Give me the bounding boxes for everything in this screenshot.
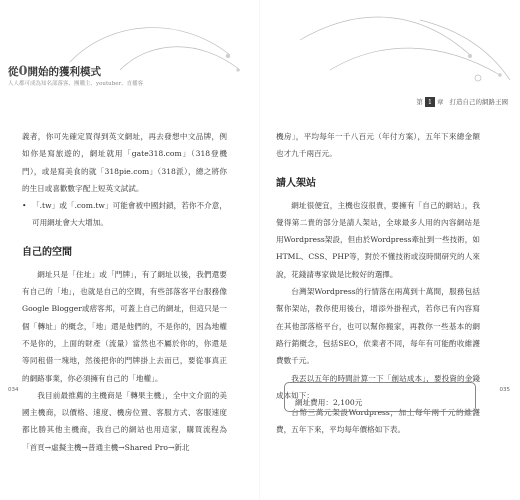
chapter-title: 打造自己的網路王國 — [449, 98, 508, 106]
book-gutter-shadow — [259, 0, 260, 500]
cost-label: 網址費用：2,100元 — [295, 398, 363, 407]
right-page-number: 035 — [499, 387, 510, 393]
left-page-body — [22, 128, 227, 456]
section-heading: 請人架站 — [276, 177, 316, 189]
cost-table-box — [284, 382, 476, 412]
bullet-item: • 「.tw」或「.com.tw」可能會被中國封鎖，若你不介意，可用網址會大大增加。 — [22, 197, 227, 232]
book-title-suffix: 開始的獲利模式 — [27, 66, 102, 78]
book-subtitle: 人人都可成為知名部落客、團購主、youtuber、直播客 — [8, 81, 144, 87]
paragraph: 台灣架Wordpress的行情落在兩萬到十萬間，服務包括幫你架站，教你使用後台，增添外掛程式，若你已有內容寫在其他部落格平台，也可以幫你搬家，再教你一些基本的網路行銷概念，包括SEO，依業者不同，每年有可能酌收維護費數千元。 — [276, 287, 480, 366]
paragraph: 我目前最推薦的主機商是「轉果主機」，全中文介面的美國主機商，以價格、速度、機房位置、客服方式、客服速度都比勝其他主機商，我自己的網站也用這家，購買流程為「首頁→虛擬主機→普通主機→Shared Pro→新北 — [22, 390, 227, 452]
paragraph: 台幣三萬元架設Wordpress，加上每年兩千元的維護費，五年下來，平均每年價格如下表。 — [276, 408, 480, 435]
left-page-number: 034 — [8, 387, 19, 393]
section-heading: 自己的空間 — [22, 246, 72, 258]
chapter-header — [416, 95, 508, 108]
paragraph: 網址只是「住址」或「門牌」，有了網址以後，我們還要有自己的「地」，也就是自己的空間，有些部落客平台服務像Google Blogger或痞客邦，可蓋上自己的網址，但這只是一個「轉址」的概念，「地」還是他們的，不是你的，因為地權不是你的，上面的財產（流量）當然也不屬於你的，你還是等同租借一塊地，然後把你的門牌掛上去而已，要從事真正的網路事業，你必須擁有自己的「地權」。 — [22, 269, 227, 383]
paragraph: 我丟以五年的時間計算一下「創站成本」，要投資的金錢成本如下： — [276, 373, 480, 400]
paragraph: 機房」，平均每年一千八百元（年付方案），五年下來總金額也才九千兩百元。 — [276, 132, 480, 159]
chapter-number: 1 — [425, 97, 435, 107]
paragraph: 網址很便宜，主機也沒很貴，要擁有「自己的網站」，我覺得第二貴的部分是請人架站，全球最多人用的內容網站是用Wordpress架設，但由於Wordpress牽扯到一些技術，如HTML、CSS、PHP等，對於不懂技術或沒時間研究的人來說，花錢請專家做是比較好的選擇。 — [276, 200, 480, 279]
book-title — [8, 64, 101, 79]
book-title-prefix: 從 — [8, 66, 19, 78]
chapter-label-post: 章 — [437, 98, 444, 106]
chapter-label-pre: 第 — [416, 98, 423, 106]
paragraph: 義者，你可先確定買得到英文網址，再去發想中文品牌，例如你是寫旅遊的，網址就用「gate318.com」（318登機門），或是寫美食的就「318pie.com」（318派），總之將你的生日或喜歡數字配上短英文試試。 — [22, 132, 227, 193]
book-title-zero: 0 — [18, 64, 28, 79]
